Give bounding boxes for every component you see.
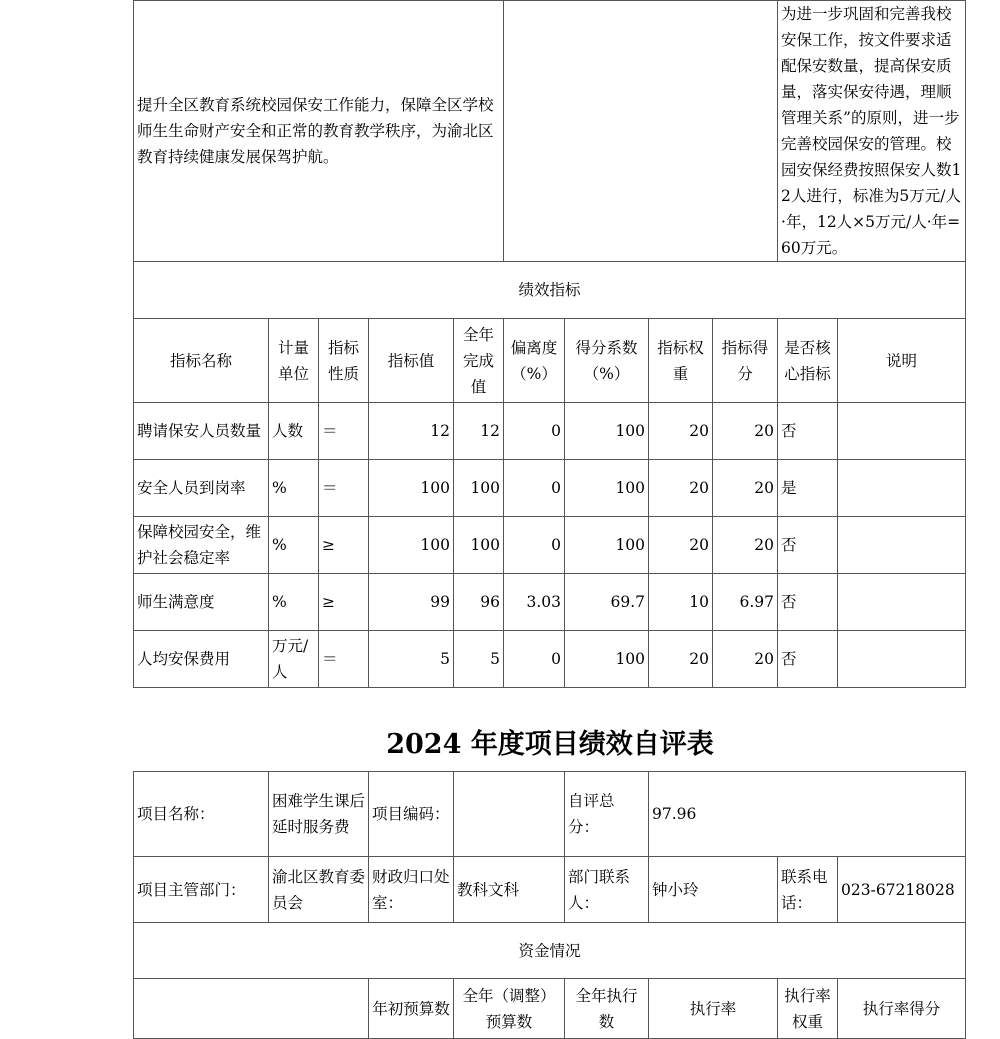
unit: 人数: [269, 403, 319, 460]
nature: ≥: [319, 517, 369, 574]
note-value: [838, 574, 966, 631]
phone-value: 023-67218028: [838, 857, 966, 923]
core-flag: 否: [778, 403, 838, 460]
header-actual: 全年完成值: [454, 319, 504, 403]
table-row: [134, 631, 966, 688]
header-weight: 指标权重: [649, 319, 713, 403]
deviation-value: 0: [504, 517, 565, 574]
nature: ＝: [319, 631, 369, 688]
indicator-name: 聘请保安人员数量: [134, 403, 269, 460]
score-value: 20: [713, 517, 778, 574]
deviation-value: 3.03: [504, 574, 565, 631]
indicator-name: 师生满意度: [134, 574, 269, 631]
header-nature: 指标性质: [319, 319, 369, 403]
self-score-value: 97.96: [649, 772, 966, 857]
dept-label: 项目主管部门：: [134, 857, 269, 923]
indicator-name: 人均安保费用: [134, 631, 269, 688]
header-execution-weight: 执行率权重: [778, 979, 838, 1039]
target-value: 100: [369, 460, 454, 517]
weight-value: 10: [649, 574, 713, 631]
target-value: 5: [369, 631, 454, 688]
nature: ＝: [319, 403, 369, 460]
unit: %: [269, 517, 319, 574]
deviation-value: 0: [504, 460, 565, 517]
unit: %: [269, 460, 319, 517]
finance-office-label: 财政归口处室：: [369, 857, 454, 923]
core-flag: 否: [778, 574, 838, 631]
target-value: 12: [369, 403, 454, 460]
note-value: [838, 631, 966, 688]
actual-value: 100: [454, 460, 504, 517]
section-title-performance-indicators: 绩效指标: [134, 262, 966, 319]
table-row: [134, 517, 966, 574]
project-name-value: 困难学生课后延时服务费: [269, 772, 369, 857]
self-score-label: 自评总分：: [565, 772, 649, 857]
table-row: [134, 403, 966, 460]
actual-value: 96: [454, 574, 504, 631]
header-score-coefficient: 得分系数（%）: [565, 319, 649, 403]
target-value: 99: [369, 574, 454, 631]
weight-value: 20: [649, 460, 713, 517]
score-value: 20: [713, 631, 778, 688]
header-deviation: 偏离度（%）: [504, 319, 565, 403]
note-value: [838, 403, 966, 460]
deviation-value: 0: [504, 631, 565, 688]
core-flag: 否: [778, 631, 838, 688]
weight-value: 20: [649, 403, 713, 460]
target-value: 100: [369, 517, 454, 574]
finance-office-value: 教科文科: [454, 857, 565, 923]
header-indicator-name: 指标名称: [134, 319, 269, 403]
explanation-cell: 为进一步巩固和完善我校安保工作，按文件要求适配保安数量，提高保安质量，落实保安待遇，理顺管理关系”的原则，进一步完善校园保安的管理。校园安保经费按照保安人数12人进行，标准为5万元/人·年，12人×5万元/人·年=60万元。: [778, 1, 966, 262]
coefficient-value: 100: [565, 517, 649, 574]
unit: %: [269, 574, 319, 631]
header-score: 指标得分: [713, 319, 778, 403]
unit: 万元/人: [269, 631, 319, 688]
core-flag: 否: [778, 517, 838, 574]
weight-value: 20: [649, 517, 713, 574]
actual-value: 5: [454, 631, 504, 688]
contact-label: 部门联系人：: [565, 857, 649, 923]
performance-table: [133, 0, 966, 688]
actual-value: 12: [454, 403, 504, 460]
note-value: [838, 460, 966, 517]
weight-value: 20: [649, 631, 713, 688]
header-execution-rate: 执行率: [649, 979, 778, 1039]
score-value: 6.97: [713, 574, 778, 631]
table-row: [134, 460, 966, 517]
coefficient-value: 100: [565, 631, 649, 688]
section-title-fund-status: 资金情况: [134, 923, 966, 979]
project-info-table: [133, 771, 966, 1039]
deviation-value: 0: [504, 403, 565, 460]
header-execution-score: 执行率得分: [838, 979, 966, 1039]
note-value: [838, 517, 966, 574]
indicator-name: 保障校园安全，维护社会稳定率: [134, 517, 269, 574]
actual-value: 100: [454, 517, 504, 574]
score-value: 20: [713, 460, 778, 517]
table-row: [134, 574, 966, 631]
project-name-label: 项目名称：: [134, 772, 269, 857]
header-adjusted-budget: 全年（调整）预算数: [454, 979, 565, 1039]
score-value: 20: [713, 403, 778, 460]
document-title: 2024 年度项目绩效自评表: [386, 729, 714, 760]
header-initial-budget: 年初预算数: [369, 979, 454, 1039]
header-annual-execution: 全年执行数: [565, 979, 649, 1039]
header-note: 说明: [838, 319, 966, 403]
contact-value: 钟小玲: [649, 857, 778, 923]
fund-header-blank: [134, 979, 369, 1039]
phone-label: 联系电话：: [778, 857, 838, 923]
core-flag: 是: [778, 460, 838, 517]
project-code-label: 项目编码：: [369, 772, 454, 857]
nature: ≥: [319, 574, 369, 631]
header-unit: 计量单位: [269, 319, 319, 403]
coefficient-value: 100: [565, 460, 649, 517]
coefficient-value: 100: [565, 403, 649, 460]
dept-value: 渝北区教育委员会: [269, 857, 369, 923]
nature: ＝: [319, 460, 369, 517]
coefficient-value: 69.7: [565, 574, 649, 631]
header-target: 指标值: [369, 319, 454, 403]
indicator-name: 安全人员到岗率: [134, 460, 269, 517]
project-code-value: [454, 772, 565, 857]
goal-description-cell: 提升全区教育系统校园保安工作能力，保障全区学校师生生命财产安全和正常的教育教学秩序，为渝北区教育持续健康发展保驾护航。: [134, 1, 504, 262]
completion-description-cell: [504, 1, 778, 262]
header-core-indicator: 是否核心指标: [778, 319, 838, 403]
